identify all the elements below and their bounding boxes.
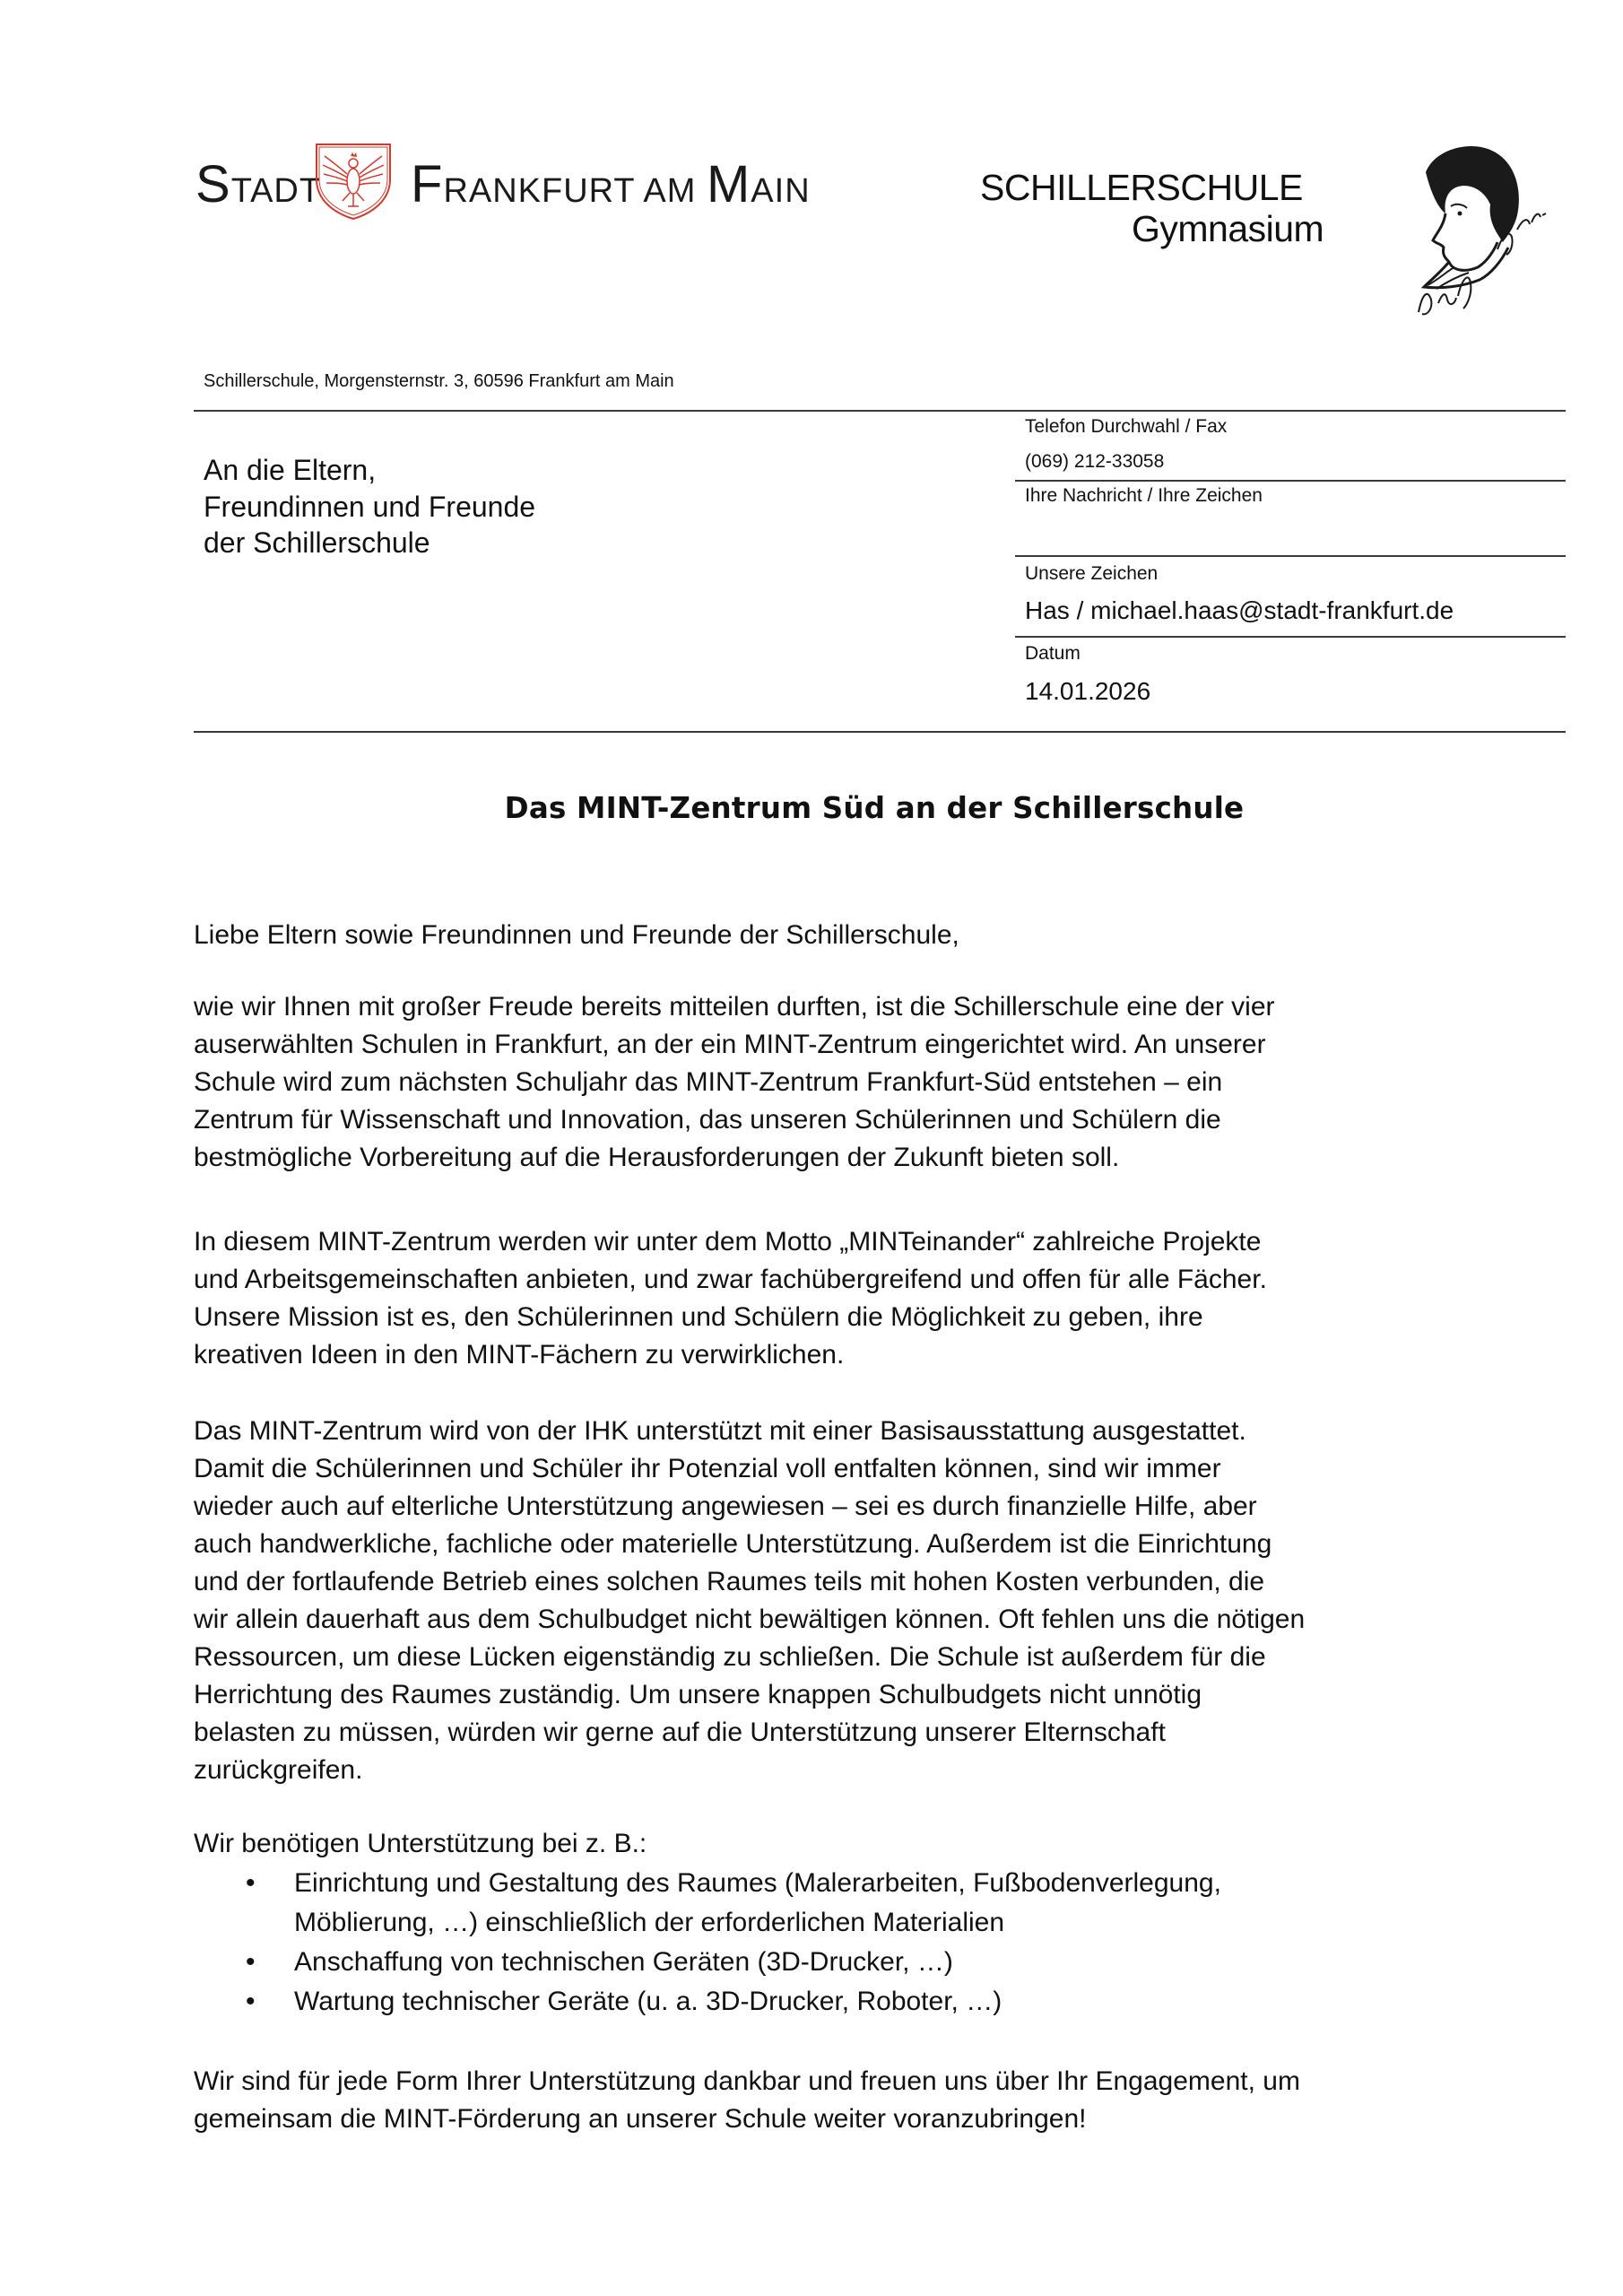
school-name: SCHILLERSCHULE bbox=[980, 167, 1303, 208]
paragraph-3 bbox=[194, 1413, 1305, 1789]
letter-subject: Das MINT-Zentrum Süd an der Schillerschule bbox=[504, 791, 1245, 825]
date-value: 14.01.2026 bbox=[1025, 677, 1151, 705]
paragraph-line: gemeinsam die MINT-Förderung an unserer Schule weiter voranzubringen! bbox=[194, 2104, 1087, 2134]
paragraph-line: bestmögliche Vorbereitung auf die Herausforderungen der Zukunft bieten soll. bbox=[194, 1143, 1120, 1172]
our-reference-value: Has / michael.haas@stadt-frankfurt.de bbox=[1025, 596, 1454, 624]
paragraph-line: Ressourcen, um diese Lücken eigenständig zu schließen. Die Schule ist außerdem für die bbox=[194, 1642, 1266, 1672]
greeting-text: Liebe Eltern sowie Freundinnen und Freunde der Schillerschule, bbox=[194, 920, 959, 950]
paragraph-line: Herrichtung des Raumes zuständig. Um unsere knappen Schulbudgets nicht unnötig bbox=[194, 1680, 1202, 1709]
support-list-item bbox=[194, 1982, 1221, 2022]
paragraph-line: In diesem MINT-Zentrum werden wir unter dem Motto „MINTeinander“ zahlreiche Projekte bbox=[194, 1227, 1262, 1257]
city-logo-word-stadt bbox=[195, 154, 321, 214]
greeting bbox=[194, 917, 959, 954]
support-list-item bbox=[194, 1864, 1221, 1943]
list-item-line: Möblierung, …) einschließlich der erforderlichen Materialien bbox=[294, 1908, 1005, 1937]
recipient-address bbox=[204, 452, 535, 561]
city-logo-letters: AIN bbox=[751, 172, 811, 210]
info-divider-3 bbox=[1015, 636, 1566, 638]
bullet-icon: • bbox=[246, 1947, 256, 1977]
paragraph-line: zurückgreifen. bbox=[194, 1755, 363, 1785]
paragraph-2 bbox=[194, 1223, 1267, 1374]
paragraph-line: Zentrum für Wissenschaft und Innovation, das unseren Schülerinnen und Schülern die bbox=[194, 1105, 1221, 1135]
header-divider-top bbox=[194, 410, 1566, 412]
your-reference-label: Ihre Nachricht / Ihre Zeichen bbox=[1025, 485, 1263, 506]
paragraph-line: wieder auch auf elterliche Unterstützung angewiesen – sei es durch finanzielle Hilfe, aber bbox=[194, 1492, 1257, 1521]
city-logo-letters: RANKFURT AM bbox=[443, 172, 707, 210]
our-reference-label: Unsere Zeichen bbox=[1025, 563, 1159, 584]
city-logo-letter: S bbox=[195, 155, 231, 213]
paragraph-line: kreativen Ideen in den MINT-Fächern zu verwirklichen. bbox=[194, 1340, 845, 1370]
paragraph-line: belasten zu müssen, würden wir gerne auf die Unterstützung unserer Elternschaft bbox=[194, 1718, 1166, 1747]
header-divider-bottom bbox=[194, 731, 1566, 733]
paragraph-line: und der fortlaufende Betrieb eines solchen Raumes teils mit hohen Kosten verbunden, die bbox=[194, 1567, 1265, 1596]
list-item-line: Anschaffung von technischen Geräten (3D-Drucker, …) bbox=[294, 1947, 953, 1977]
bullet-icon: • bbox=[246, 1987, 256, 2016]
city-logo-letter: F bbox=[411, 155, 444, 213]
paragraph-line: wie wir Ihnen mit großer Freude bereits mitteilen durften, ist die Schillerschule eine der vier bbox=[194, 992, 1275, 1022]
frankfurt-eagle-shield-icon bbox=[314, 142, 393, 221]
paragraph-line: Unsere Mission ist es, den Schülerinnen und Schülern die Möglichkeit zu geben, ihre bbox=[194, 1302, 1203, 1332]
list-item-line: Einrichtung und Gestaltung des Raumes (Malerarbeiten, Fußbodenverlegung, bbox=[294, 1868, 1221, 1898]
phone-value: (069) 212-33058 bbox=[1025, 451, 1165, 472]
city-logo-word-frankfurt bbox=[411, 154, 811, 214]
date-label: Datum bbox=[1025, 643, 1081, 664]
info-divider-2 bbox=[1015, 555, 1566, 557]
paragraph-line: Wir sind für jede Form Ihrer Unterstützung dankbar und freuen uns über Ihr Engagement, um bbox=[194, 2066, 1300, 2096]
paragraph-line: wir allein dauerhaft aus dem Schulbudget nicht bewältigen können. Oft fehlen uns die nötigen bbox=[194, 1605, 1306, 1634]
closing-paragraph bbox=[194, 2063, 1300, 2138]
support-intro bbox=[194, 1825, 647, 1863]
paragraph-line: Das MINT-Zentrum wird von der IHK unterstützt mit einer Basisausstattung ausgestattet. bbox=[194, 1416, 1246, 1446]
paragraph-line: und Arbeitsgemeinschaften anbieten, und zwar fachübergreifend und offen für alle Fächer. bbox=[194, 1265, 1267, 1294]
paragraph-1 bbox=[194, 988, 1275, 1177]
city-logo bbox=[195, 135, 823, 224]
support-list-item bbox=[194, 1943, 1221, 1982]
recipient-line: der Schillerschule bbox=[204, 526, 430, 559]
bullet-icon: • bbox=[246, 1868, 256, 1898]
sender-address-line: Schillerschule, Morgensternstr. 3, 60596 Frankfurt am Main bbox=[204, 371, 674, 391]
paragraph-line: auch handwerkliche, fachliche oder materielle Unterstützung. Außerdem ist die Einrichtung bbox=[194, 1529, 1272, 1559]
city-logo-letter: M bbox=[706, 155, 751, 213]
recipient-line: An die Eltern, bbox=[204, 454, 377, 486]
recipient-line: Freundinnen und Freunde bbox=[204, 490, 536, 523]
schiller-portrait-icon bbox=[1392, 136, 1553, 320]
school-type: Gymnasium bbox=[1132, 208, 1324, 249]
info-divider-1 bbox=[1015, 480, 1566, 482]
support-intro-text: Wir benötigen Unterstützung bei z. B.: bbox=[194, 1829, 647, 1858]
paragraph-line: auserwählten Schulen in Frankfurt, an der ein MINT-Zentrum eingerichtet wird. An unserer bbox=[194, 1030, 1266, 1059]
paragraph-line: Schule wird zum nächsten Schuljahr das MINT-Zentrum Frankfurt-Süd entstehen – ein bbox=[194, 1067, 1223, 1097]
phone-label: Telefon Durchwahl / Fax bbox=[1025, 416, 1228, 437]
city-logo-letters: TADT bbox=[230, 172, 322, 210]
paragraph-line: Damit die Schülerinnen und Schüler ihr Potenzial voll entfalten können, sind wir immer bbox=[194, 1454, 1221, 1483]
list-item-line: Wartung technischer Geräte (u. a. 3D-Drucker, Roboter, …) bbox=[294, 1987, 1002, 2016]
support-list bbox=[194, 1864, 1221, 2022]
